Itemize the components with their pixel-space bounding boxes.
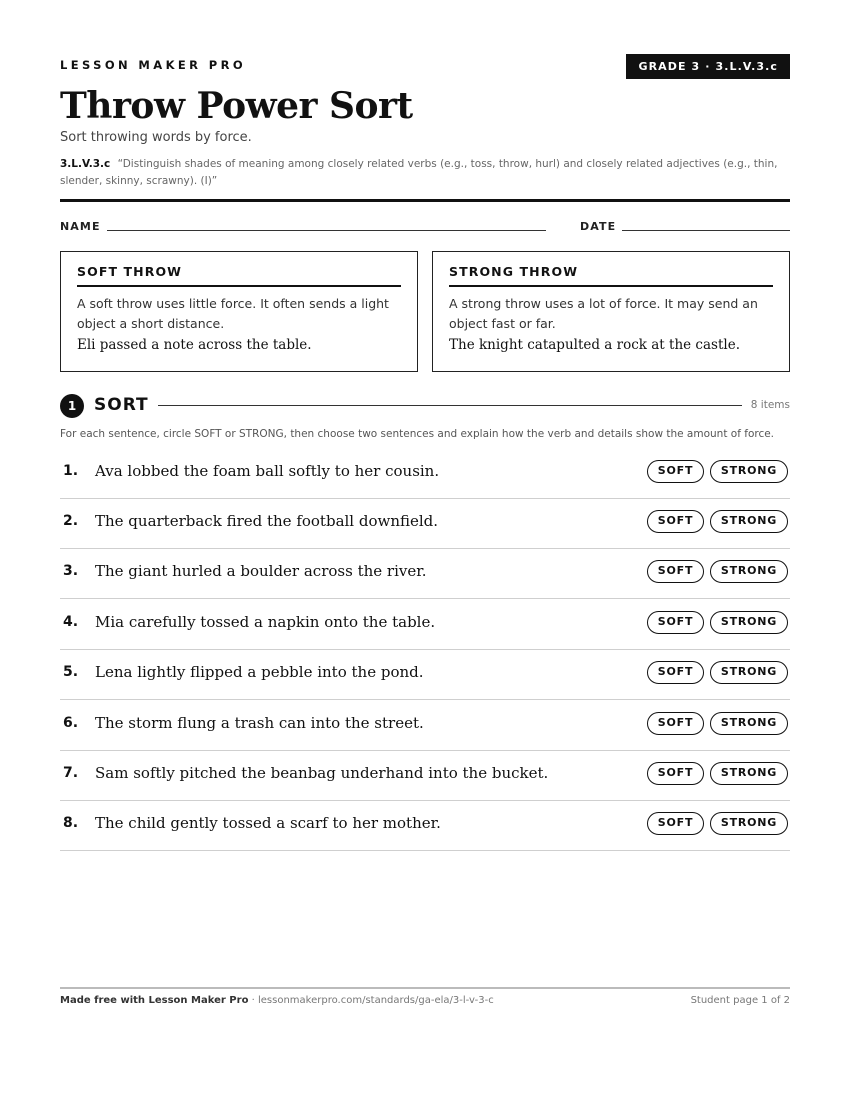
soft-choice-button[interactable]: SOFT	[647, 460, 704, 483]
sort-item	[60, 448, 790, 499]
section-number-badge: 1	[60, 394, 84, 418]
soft-choice-button[interactable]: SOFT	[647, 762, 704, 785]
strong-choice-button[interactable]: STRONG	[710, 611, 788, 634]
standard-code: 3.L.V.3.c	[60, 158, 111, 170]
item-count: 8 items	[750, 399, 790, 411]
definition-heading: SOFT THROW	[77, 264, 401, 287]
page-indicator: Student page 1 of 2	[690, 995, 790, 1006]
sort-item	[60, 649, 790, 700]
standard-text: “Distinguish shades of meaning among closely related verbs (e.g., toss, throw, hurl) and closely related adjectives (e.g., thin, slender, skinny, scrawny). (I)”	[60, 158, 778, 187]
item-sentence: The giant hurled a boulder across the river.	[95, 562, 427, 580]
soft-choice-button[interactable]: SOFT	[647, 812, 704, 835]
soft-choice-button[interactable]: SOFT	[647, 611, 704, 634]
sort-item	[60, 750, 790, 801]
section-instructions: For each sentence, circle SOFT or STRONG, then choose two sentences and explain how the verb and details show the amount of force.	[60, 428, 775, 440]
sort-item	[60, 498, 790, 549]
name-label: NAME	[60, 220, 101, 233]
item-sentence: Lena lightly flipped a pebble into the pond.	[95, 663, 424, 681]
grade-badge: GRADE 3 · 3.L.V.3.c	[626, 54, 790, 79]
definition-example: Eli passed a note across the table.	[77, 337, 312, 353]
strong-choice-button[interactable]: STRONG	[710, 460, 788, 483]
item-number: 8.	[63, 815, 79, 831]
page-title: Throw Power Sort	[60, 85, 413, 127]
item-number: 4.	[63, 614, 79, 630]
item-sentence: The storm flung a trash can into the street.	[95, 714, 424, 732]
item-sentence: Sam softly pitched the beanbag underhand into the bucket.	[95, 764, 549, 782]
worksheet-page	[60, 0, 790, 1100]
item-sentence: The quarterback fired the football downfield.	[95, 512, 439, 530]
definition-example: The knight catapulted a rock at the castle.	[449, 337, 740, 353]
footer-url[interactable]: lessonmakerpro.com/standards/ga-ela/3-l-v-3-c	[257, 995, 494, 1006]
date-field[interactable]	[622, 230, 790, 231]
item-sentence: Ava lobbed the foam ball softly to her cousin.	[95, 462, 440, 480]
footer-made-with: Made free with Lesson Maker Pro	[60, 995, 249, 1006]
brand-name: LESSON MAKER PRO	[60, 58, 247, 72]
item-number: 3.	[63, 563, 79, 579]
strong-choice-button[interactable]: STRONG	[710, 560, 788, 583]
soft-choice-button[interactable]: SOFT	[647, 510, 704, 533]
standard-description	[60, 156, 790, 190]
soft-choice-button[interactable]: SOFT	[647, 661, 704, 684]
item-number: 7.	[63, 765, 79, 781]
strong-choice-button[interactable]: STRONG	[710, 762, 788, 785]
soft-choice-button[interactable]: SOFT	[647, 712, 704, 735]
item-number: 2.	[63, 513, 79, 529]
page-subtitle: Sort throwing words by force.	[60, 130, 252, 145]
section-divider	[158, 405, 742, 406]
strong-choice-button[interactable]: STRONG	[710, 812, 788, 835]
item-number: 1.	[63, 463, 79, 479]
soft-throw-definition-box	[60, 251, 418, 372]
sort-item	[60, 700, 790, 751]
sort-item	[60, 548, 790, 599]
item-sentence: The child gently tossed a scarf to her mother.	[95, 814, 441, 832]
name-field[interactable]	[107, 230, 546, 231]
item-sentence: Mia carefully tossed a napkin onto the table.	[95, 613, 436, 631]
strong-choice-button[interactable]: STRONG	[710, 712, 788, 735]
definition-heading: STRONG THROW	[449, 264, 773, 287]
definition-text: A soft throw uses little force. It often sends a light object a short distance.	[77, 296, 389, 331]
section-title: SORT	[94, 395, 149, 415]
footer-separator: ·	[248, 995, 258, 1006]
strong-throw-definition-box	[432, 251, 790, 372]
item-number: 5.	[63, 664, 79, 680]
sort-item	[60, 599, 790, 650]
sort-item	[60, 800, 790, 851]
strong-choice-button[interactable]: STRONG	[710, 510, 788, 533]
footer-divider	[60, 987, 790, 989]
soft-choice-button[interactable]: SOFT	[647, 560, 704, 583]
header-divider	[60, 199, 790, 202]
footer-credit	[60, 995, 494, 1006]
strong-choice-button[interactable]: STRONG	[710, 661, 788, 684]
item-number: 6.	[63, 715, 79, 731]
definition-text: A strong throw uses a lot of force. It may send an object fast or far.	[449, 296, 758, 331]
date-label: DATE	[580, 220, 617, 233]
